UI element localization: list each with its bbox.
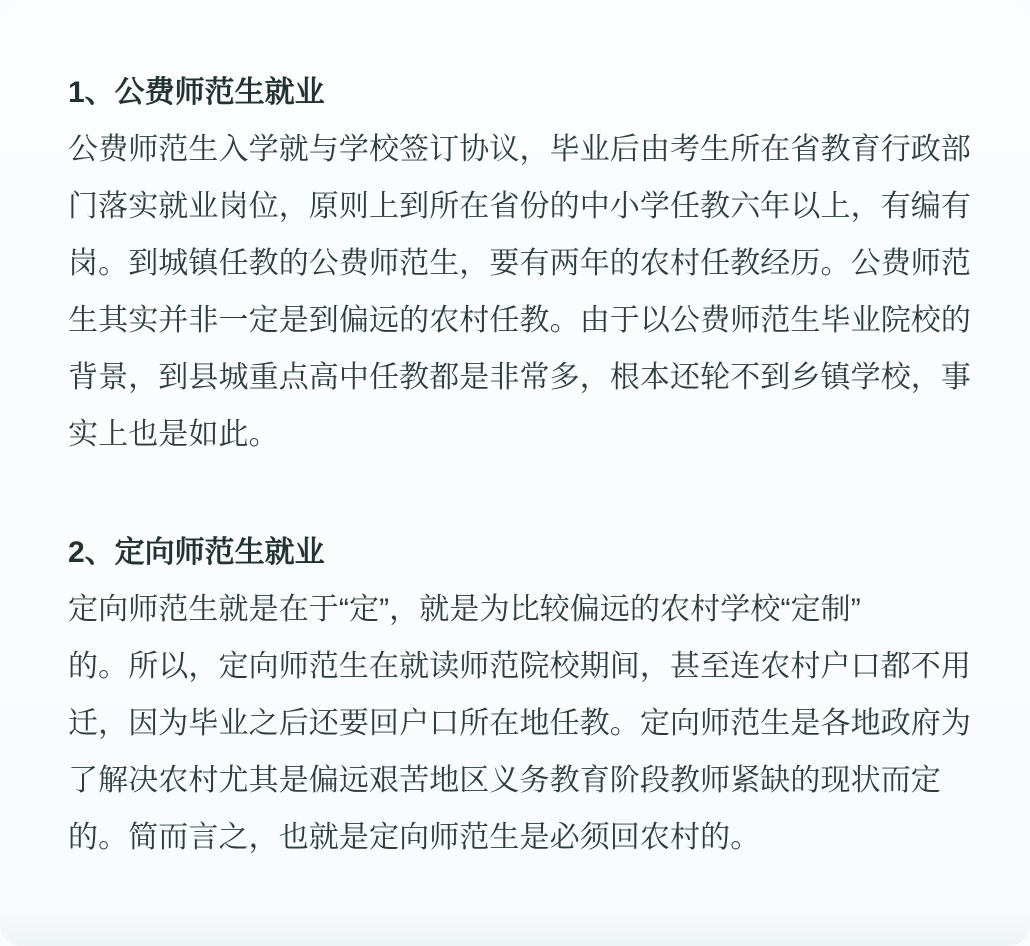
section-targeted-normal-students — [68, 524, 972, 866]
text-line: 了解决农村尤其是偏远艰苦地区义务教育阶段教师紧缺的现状而定 — [68, 764, 941, 797]
text-line: 生其实并非一定是到偏远的农村任教。由于以公费师范生毕业院校的 — [68, 304, 971, 337]
text-line: 公费师范生入学就与学校签订协议，毕业后由考生所在省教育行政部 — [68, 133, 971, 166]
section-public-funded-normal-students — [68, 64, 972, 463]
section-1-paragraph — [68, 121, 972, 463]
text-line: 的。简而言之，也就是定向师范生是必须回农村的。 — [68, 821, 761, 854]
text-line: 背景，到县城重点高中任教都是非常多，根本还轮不到乡镇学校，事 — [68, 361, 971, 394]
text-line: 门落实就业岗位，原则上到所在省份的中小学任教六年以上，有编有 — [68, 190, 971, 223]
section-1-heading: 1、公费师范生就业 — [68, 76, 325, 109]
section-2-paragraph — [68, 581, 972, 866]
text-line: 岗。到城镇任教的公费师范生，要有两年的农村任教经历。公费师范 — [68, 247, 971, 280]
text-line: 迁，因为毕业之后还要回户口所在地任教。定向师范生是各地政府为 — [68, 707, 971, 740]
section-2-heading: 2、定向师范生就业 — [68, 536, 325, 569]
text-line: 定向师范生就是在于“定”，就是为比较偏远的农村学校“定制” — [68, 593, 861, 626]
text-line: 的。所以，定向师范生在就读师范院校期间，甚至连农村户口都不用 — [68, 650, 971, 683]
text-line: 实上也是如此。 — [68, 418, 279, 451]
